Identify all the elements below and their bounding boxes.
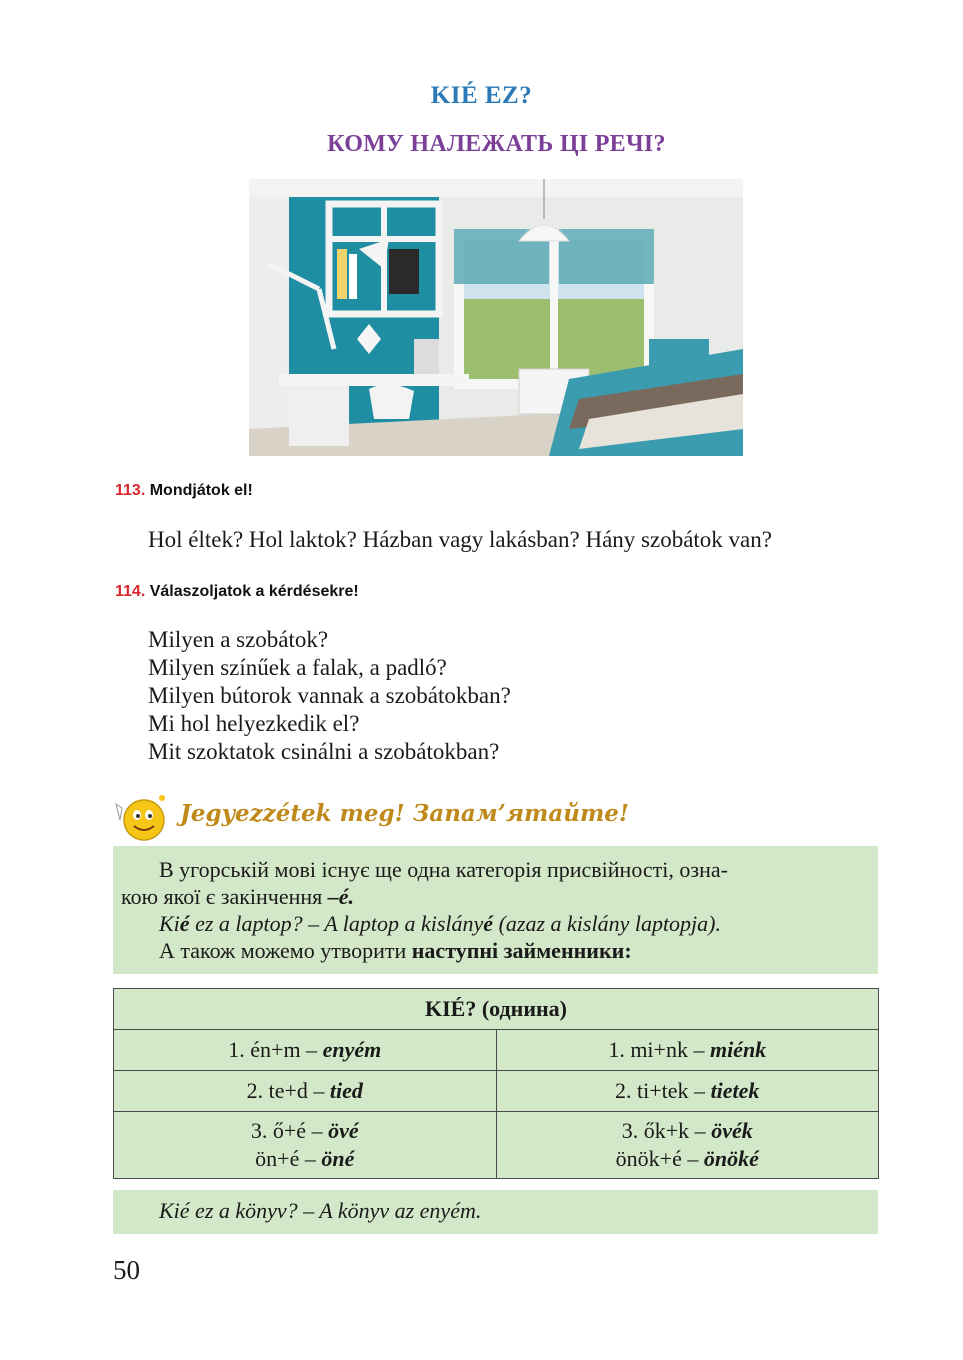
page-title-ukrainian: КОМУ НАЛЕЖАТЬ ЦІ РЕЧІ? bbox=[327, 131, 666, 157]
rule-line-4-text: А також можемо утворити bbox=[159, 938, 412, 963]
question-item: Mit szoktatok csinálni a szobátokban? bbox=[148, 739, 500, 764]
exercise-113-text: Hol éltek? Hol laktok? Házban vagy lakásban? Hány szobátok van? bbox=[148, 527, 772, 552]
table-cell bbox=[114, 1071, 497, 1112]
rule-line-4 bbox=[159, 937, 632, 964]
question-item: Milyen bútorok vannak a szobátokban? bbox=[148, 683, 511, 708]
room-photo bbox=[249, 179, 743, 456]
exercise-114-heading bbox=[115, 583, 359, 601]
rule-line-1: В угорській мові існує ще одна категорія присвійності, озна- bbox=[159, 857, 728, 882]
cell-prefix: 3. ő+é – bbox=[250, 1118, 329, 1143]
cell-pronoun: miénk bbox=[709, 1037, 767, 1062]
exercise-114-title: Válaszoljatok a kérdésekre! bbox=[149, 583, 359, 600]
cell-pronoun: övék bbox=[711, 1118, 753, 1143]
rule-line-2-text: кою якої є закінчення bbox=[121, 884, 328, 909]
rule-line-2-ending: –é. bbox=[327, 884, 355, 909]
cell-pronoun: enyém bbox=[322, 1037, 382, 1062]
note-title: Jegyezzétek meg! Запам’ятайте! bbox=[180, 800, 630, 827]
question-item: Milyen a szobátok? bbox=[148, 627, 329, 652]
page-number: 50 bbox=[113, 1255, 140, 1285]
exercise-113-number: 113. bbox=[115, 482, 146, 499]
cell-pronoun: tietek bbox=[710, 1078, 760, 1103]
table-header: KIÉ? (однина) bbox=[114, 989, 879, 1030]
cell-prefix: ön+é – bbox=[255, 1146, 322, 1171]
cell-pronoun: övé bbox=[328, 1118, 359, 1143]
cell-prefix: 2. te+d – bbox=[246, 1078, 330, 1103]
exercise-113-title: Mondjátok el! bbox=[149, 482, 253, 499]
table-cell bbox=[496, 1112, 879, 1179]
question-item: Mi hol helyezkedik el? bbox=[148, 711, 360, 736]
cell-pronoun: önöké bbox=[703, 1146, 759, 1171]
question-item: Milyen színűek a falak, a padló? bbox=[148, 655, 447, 680]
cell-prefix: önök+é – bbox=[615, 1146, 704, 1171]
exercise-114-number: 114. bbox=[115, 583, 146, 600]
rule-line-3-a: Ki bbox=[159, 911, 180, 936]
rule-box bbox=[113, 846, 878, 974]
cell-prefix: 2. ti+tek – bbox=[615, 1078, 711, 1103]
table-cell bbox=[496, 1071, 879, 1112]
table-row bbox=[114, 1030, 879, 1071]
table-row bbox=[114, 1112, 879, 1179]
smiley-icon bbox=[112, 790, 172, 844]
example-sentence: Kié ez a könyv? – A könyv az enyém. bbox=[159, 1198, 482, 1223]
rule-line-2 bbox=[121, 883, 354, 910]
pronoun-table bbox=[113, 988, 879, 1179]
rule-line-3 bbox=[159, 910, 721, 937]
rule-line-3-e: (azaz a kislány laptopja). bbox=[493, 911, 721, 936]
rule-line-3-c: ez a laptop? – A laptop a kislány bbox=[189, 911, 484, 936]
table-cell bbox=[114, 1030, 497, 1071]
table-header-row bbox=[114, 989, 879, 1030]
table-cell bbox=[496, 1030, 879, 1071]
rule-line-3-b: é bbox=[179, 911, 190, 936]
cell-pronoun: öné bbox=[321, 1146, 355, 1171]
page-title-hungarian: KIÉ EZ? bbox=[430, 82, 533, 109]
cell-prefix: 3. ők+k – bbox=[621, 1118, 712, 1143]
example-box bbox=[113, 1190, 878, 1234]
cell-prefix: 1. mi+nk – bbox=[608, 1037, 710, 1062]
exercise-113-heading bbox=[115, 482, 253, 500]
cell-prefix: 1. én+m – bbox=[228, 1037, 323, 1062]
exercise-114-questions bbox=[148, 626, 511, 766]
table-cell bbox=[114, 1112, 497, 1179]
cell-pronoun: tied bbox=[329, 1078, 363, 1103]
rule-line-4-bold: наступні займенники: bbox=[411, 938, 632, 963]
rule-line-3-d: é bbox=[483, 911, 494, 936]
table-row bbox=[114, 1071, 879, 1112]
